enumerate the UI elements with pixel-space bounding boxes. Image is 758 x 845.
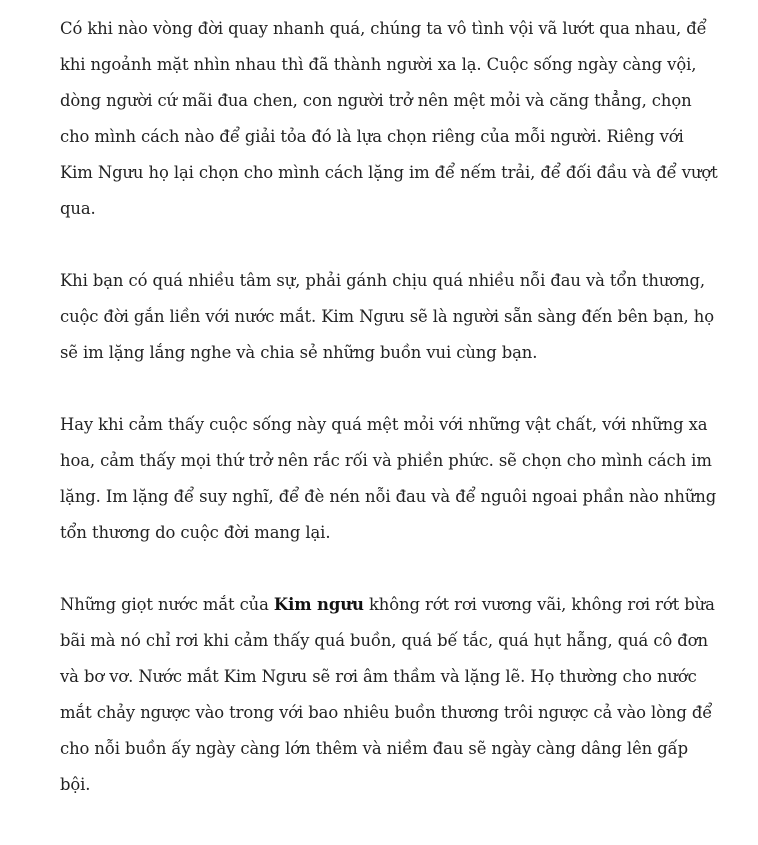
paragraph-3: Hay khi cảm thấy cuộc sống này quá mệt mỏi với những vật chất, với những xa hoa, cảm thấy mọi thứ trở nên rắc rối và phiền phức. sẽ chọn cho mình cách im lặng. Im lặng để suy nghĩ, để đè nén nỗi đau và để nguôi ngoai phần nào những tổn thương do cuộc đời mang lại. <box>60 415 717 542</box>
paragraph-2: Khi bạn có quá nhiều tâm sự, phải gánh chịu quá nhiều nỗi đau và tổn thương, cuộc đời gắn liền với nước mắt. Kim Ngưu sẽ là người sẵn sàng đến bên bạn, họ sẽ im lặng lắng nghe và chia sẻ những buồn vui cùng bạn. <box>60 271 714 362</box>
kim-nguu-bold-link: Kim ngưu <box>273 595 364 614</box>
paragraph-4 <box>60 587 720 803</box>
paragraph-4-text-before: Những giọt nước mắt của <box>60 595 274 614</box>
article-body <box>60 11 720 839</box>
paragraph-1: Có khi nào vòng đời quay nhanh quá, chúng ta vô tình vội vã lướt qua nhau, để khi ngoảnh mặt nhìn nhau thì đã thành người xa lạ. Cuộc sống ngày càng vội, dòng người cứ mãi đua chen, con người trở nên mệt mỏi và căng thẳng, chọn cho mình cách nào để giải tỏa đó là lựa chọn riêng của mỗi người. Riêng với Kim Ngưu họ lại chọn cho mình cách lặng im để nếm trải, để đối đầu và để vượt qua. <box>60 19 718 218</box>
paragraph-4-text-after: không rớt rơi vương vãi, không rơi rớt bừa bãi mà nó chỉ rơi khi cảm thấy quá buồn, quá bế tắc, quá hụt hẫng, quá cô đơn và bơ vơ. Nước mắt Kim Ngưu sẽ rơi âm thầm và lặng lẽ. Họ thường cho nước mắt chảy ngược vào trong với bao nhiêu buồn thương trôi ngược cả vào lòng để cho nỗi buồn ấy ngày càng lớn thêm và niềm đau sẽ ngày càng dâng lên gấp bội. <box>60 595 715 794</box>
